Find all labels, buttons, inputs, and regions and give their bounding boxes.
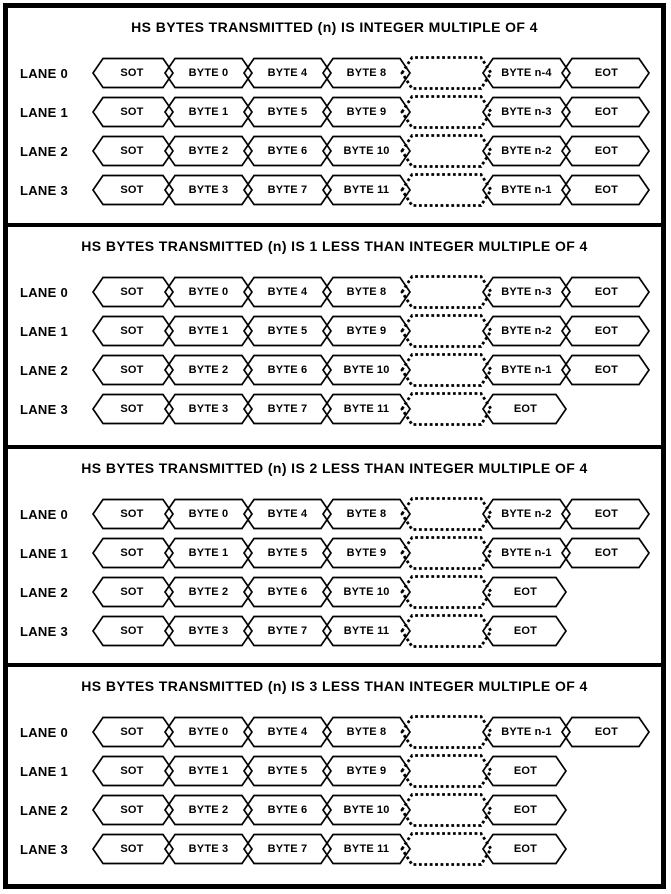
lane-row xyxy=(88,56,656,90)
cell-label: EOT xyxy=(594,106,619,118)
lane-label: LANE 1 xyxy=(20,763,69,779)
diagram-frame xyxy=(3,3,666,889)
lane-label: LANE 0 xyxy=(20,724,69,740)
continuation-cell xyxy=(402,499,491,530)
cell-label: BYTE 11 xyxy=(343,625,390,637)
cell-label: BYTE 4 xyxy=(267,726,308,738)
cell-label: BYTE 7 xyxy=(267,403,308,415)
continuation-cell xyxy=(402,355,491,386)
cell-label: BYTE 6 xyxy=(267,804,308,816)
cell-label: BYTE 2 xyxy=(188,145,229,157)
cell-label: BYTE 1 xyxy=(188,765,229,777)
cell-label: BYTE 4 xyxy=(267,286,308,298)
continuation-cell xyxy=(402,277,491,308)
continuation-cell xyxy=(402,756,491,787)
panel-3-less-than-multiple xyxy=(8,667,661,884)
lane-row xyxy=(88,754,656,788)
lane-label: LANE 2 xyxy=(20,584,69,600)
cell-label: EOT xyxy=(594,726,619,738)
cell-label: SOT xyxy=(120,726,144,738)
continuation-cell xyxy=(402,394,491,425)
cell-label: SOT xyxy=(120,765,144,777)
cell-label: BYTE 9 xyxy=(346,765,387,777)
cell-label: EOT xyxy=(513,804,538,816)
cell-label: BYTE 5 xyxy=(267,547,308,559)
cell-label: SOT xyxy=(120,547,144,559)
cell-label: SOT xyxy=(120,843,144,855)
continuation-cell xyxy=(402,97,491,128)
cell-label: SOT xyxy=(120,364,144,376)
cell-label: SOT xyxy=(120,804,144,816)
cell-label: EOT xyxy=(594,184,619,196)
cell-label: BYTE n-4 xyxy=(501,67,552,79)
cell-label: BYTE n-3 xyxy=(501,286,552,298)
cell-label: BYTE 0 xyxy=(188,286,229,298)
cell-label: EOT xyxy=(594,286,619,298)
lane-row xyxy=(88,314,656,348)
lane-row xyxy=(88,95,656,129)
lane-label: LANE 0 xyxy=(20,506,69,522)
cell-label: BYTE 8 xyxy=(346,286,387,298)
cell-label: EOT xyxy=(513,403,538,415)
cell-label: BYTE 9 xyxy=(346,106,387,118)
lane-label: LANE 0 xyxy=(20,65,69,81)
cell-label: BYTE n-2 xyxy=(501,325,552,337)
cell-label: BYTE 1 xyxy=(188,547,229,559)
cell-label: BYTE 0 xyxy=(188,67,229,79)
cell-label: BYTE 0 xyxy=(188,508,229,520)
cell-label: BYTE 8 xyxy=(346,67,387,79)
continuation-cell xyxy=(402,175,491,206)
lane-row xyxy=(88,134,656,168)
continuation-cell xyxy=(402,616,491,647)
continuation-cell xyxy=(402,717,491,748)
cell-label: BYTE 5 xyxy=(267,106,308,118)
continuation-cell xyxy=(402,834,491,865)
cell-label: BYTE 8 xyxy=(346,726,387,738)
cell-label: SOT xyxy=(120,106,144,118)
lane-label: LANE 3 xyxy=(20,401,69,417)
cell-label: EOT xyxy=(594,547,619,559)
lane-row xyxy=(88,392,656,426)
panel-title: HS BYTES TRANSMITTED (n) IS 2 LESS THAN INTEGER MULTIPLE OF 4 xyxy=(81,460,588,476)
cell-label: EOT xyxy=(594,364,619,376)
cell-label: BYTE n-1 xyxy=(501,726,552,738)
lane-label: LANE 3 xyxy=(20,623,69,639)
lane-row xyxy=(88,575,656,609)
cell-label: EOT xyxy=(594,508,619,520)
cell-label: BYTE 6 xyxy=(267,364,308,376)
continuation-cell xyxy=(402,538,491,569)
cell-label: SOT xyxy=(120,67,144,79)
cell-label: EOT xyxy=(513,625,538,637)
cell-label: BYTE 7 xyxy=(267,184,308,196)
cell-label: BYTE 7 xyxy=(267,843,308,855)
cell-label: EOT xyxy=(513,765,538,777)
panel-title: HS BYTES TRANSMITTED (n) IS INTEGER MULTIPLE OF 4 xyxy=(131,19,538,35)
continuation-cell xyxy=(402,316,491,347)
cell-label: BYTE n-1 xyxy=(501,547,552,559)
cell-label: BYTE 1 xyxy=(188,325,229,337)
cell-label: BYTE 6 xyxy=(267,586,308,598)
lane-row xyxy=(88,536,656,570)
cell-label: EOT xyxy=(594,145,619,157)
cell-label: BYTE 3 xyxy=(188,625,229,637)
cell-label: BYTE n-3 xyxy=(501,106,552,118)
panel-title: HS BYTES TRANSMITTED (n) IS 1 LESS THAN INTEGER MULTIPLE OF 4 xyxy=(81,238,588,254)
cell-label: SOT xyxy=(120,145,144,157)
cell-label: SOT xyxy=(120,508,144,520)
cell-label: BYTE 10 xyxy=(343,804,390,816)
lane-label: LANE 2 xyxy=(20,802,69,818)
cell-label: SOT xyxy=(120,286,144,298)
cell-label: BYTE 2 xyxy=(188,364,229,376)
lane-row xyxy=(88,353,656,387)
cell-label: BYTE 8 xyxy=(346,508,387,520)
cell-label: BYTE 2 xyxy=(188,804,229,816)
cell-label: BYTE 4 xyxy=(267,67,308,79)
cell-label: BYTE 6 xyxy=(267,145,308,157)
cell-label: BYTE 0 xyxy=(188,726,229,738)
lane-row xyxy=(88,497,656,531)
cell-label: BYTE n-2 xyxy=(501,508,552,520)
continuation-cell xyxy=(402,577,491,608)
lane-label: LANE 1 xyxy=(20,545,69,561)
cell-label: BYTE 3 xyxy=(188,403,229,415)
cell-label: SOT xyxy=(120,325,144,337)
panel-1-less-than-multiple xyxy=(8,227,661,445)
lane-label: LANE 3 xyxy=(20,841,69,857)
cell-label: SOT xyxy=(120,625,144,637)
cell-label: BYTE 3 xyxy=(188,843,229,855)
lane-label: LANE 0 xyxy=(20,284,69,300)
cell-label: BYTE 3 xyxy=(188,184,229,196)
cell-label: EOT xyxy=(594,67,619,79)
lane-row xyxy=(88,832,656,866)
cell-label: BYTE 2 xyxy=(188,586,229,598)
lane-label: LANE 1 xyxy=(20,323,69,339)
cell-label: BYTE 5 xyxy=(267,765,308,777)
cell-label: BYTE 10 xyxy=(343,364,390,376)
cell-label: BYTE 4 xyxy=(267,508,308,520)
lane-label: LANE 2 xyxy=(20,362,69,378)
lane-row xyxy=(88,793,656,827)
cell-label: BYTE n-2 xyxy=(501,145,552,157)
continuation-cell xyxy=(402,136,491,167)
cell-label: EOT xyxy=(594,325,619,337)
cell-label: BYTE 5 xyxy=(267,325,308,337)
panel-2-less-than-multiple xyxy=(8,449,661,663)
cell-label: SOT xyxy=(120,184,144,196)
panel-title: HS BYTES TRANSMITTED (n) IS 3 LESS THAN INTEGER MULTIPLE OF 4 xyxy=(81,678,588,694)
continuation-cell xyxy=(402,795,491,826)
cell-label: SOT xyxy=(120,586,144,598)
lane-row xyxy=(88,275,656,309)
cell-label: EOT xyxy=(513,843,538,855)
cell-label: BYTE 7 xyxy=(267,625,308,637)
lane-row xyxy=(88,715,656,749)
lane-row xyxy=(88,614,656,648)
cell-label: EOT xyxy=(513,586,538,598)
cell-label: BYTE n-1 xyxy=(501,364,552,376)
lane-label: LANE 1 xyxy=(20,104,69,120)
lane-label: LANE 2 xyxy=(20,143,69,159)
cell-label: BYTE 11 xyxy=(343,184,390,196)
lane-label: LANE 3 xyxy=(20,182,69,198)
cell-label: BYTE 10 xyxy=(343,586,390,598)
lane-row xyxy=(88,173,656,207)
cell-label: BYTE 10 xyxy=(343,145,390,157)
cell-label: BYTE n-1 xyxy=(501,184,552,196)
cell-label: SOT xyxy=(120,403,144,415)
cell-label: BYTE 9 xyxy=(346,325,387,337)
panel-integer-multiple-of-4 xyxy=(8,8,661,223)
cell-label: BYTE 1 xyxy=(188,106,229,118)
cell-label: BYTE 11 xyxy=(343,403,390,415)
cell-label: BYTE 9 xyxy=(346,547,387,559)
cell-label: BYTE 11 xyxy=(343,843,390,855)
continuation-cell xyxy=(402,58,491,89)
